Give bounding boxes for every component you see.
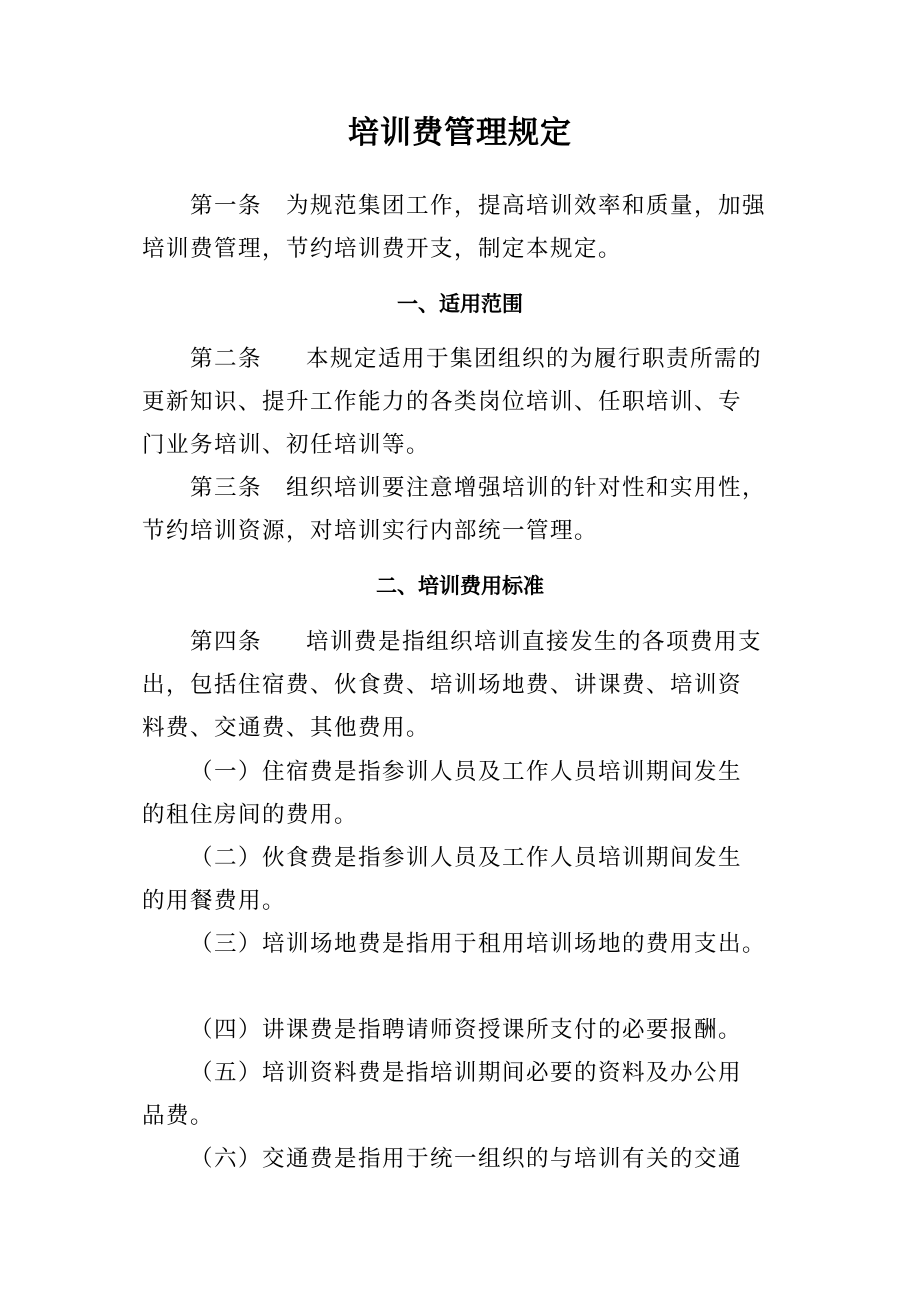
article3-text1: 组织培训要注意增强培训的针对性和实用性， bbox=[286, 475, 767, 501]
article1-label: 第一条 bbox=[190, 193, 263, 219]
item4-line1: （四）讲课费是指聘请师资授课所支付的必要报酬。 bbox=[190, 1017, 743, 1043]
article2-label: 第二条 bbox=[190, 346, 263, 372]
article2-line2: 更新知识、提升工作能力的各类岗位培训、任职培训、专 bbox=[142, 389, 743, 415]
article4-line2: 出，包括住宿费、伙食费、培训场地费、讲课费、培训资 bbox=[142, 672, 743, 698]
item2-line1: （二）伙食费是指参训人员及工作人员培训期间发生 bbox=[190, 845, 743, 871]
article3-line2: 节约培训资源，对培训实行内部统一管理。 bbox=[142, 518, 599, 544]
item6-line1: （六）交通费是指用于统一组织的与培训有关的交通 bbox=[190, 1146, 743, 1172]
article3-line1 bbox=[190, 468, 766, 508]
section1-heading: 一、适用范围 bbox=[397, 292, 523, 316]
article4-text1: 培训费是指组织培训直接发生的各项费用支 bbox=[306, 629, 763, 655]
article2-line3: 门业务培训、初任培训等。 bbox=[142, 432, 431, 458]
item5-line1: （五）培训资料费是指培训期间必要的资料及办公用 bbox=[190, 1060, 743, 1086]
item3-line1: （三）培训场地费是指用于租用培训场地的费用支出。 bbox=[190, 931, 767, 957]
article4-line3: 料费、交通费、其他费用。 bbox=[142, 715, 431, 741]
item1-line1: （一）住宿费是指参训人员及工作人员培训期间发生 bbox=[190, 759, 743, 785]
article4-label: 第四条 bbox=[190, 629, 263, 655]
document-title: 培训费管理规定 bbox=[348, 115, 572, 151]
article3-label: 第三条 bbox=[190, 475, 263, 501]
article1-text1: 为规范集团工作，提高培训效率和质量，加强 bbox=[286, 193, 767, 219]
article4-line1 bbox=[190, 622, 762, 662]
article2-text1: 本规定适用于集团组织的为履行职责所需的 bbox=[306, 346, 763, 372]
article2-line1 bbox=[190, 339, 762, 379]
article1-line2: 培训费管理，节约培训费开支，制定本规定。 bbox=[142, 236, 623, 262]
section2-heading: 二、培训费用标准 bbox=[376, 574, 544, 598]
item2-line2: 的用餐费用。 bbox=[142, 888, 287, 914]
item5-line2: 品费。 bbox=[142, 1103, 215, 1129]
item1-line2: 的租住房间的费用。 bbox=[142, 802, 359, 828]
article1-line1 bbox=[190, 186, 766, 226]
